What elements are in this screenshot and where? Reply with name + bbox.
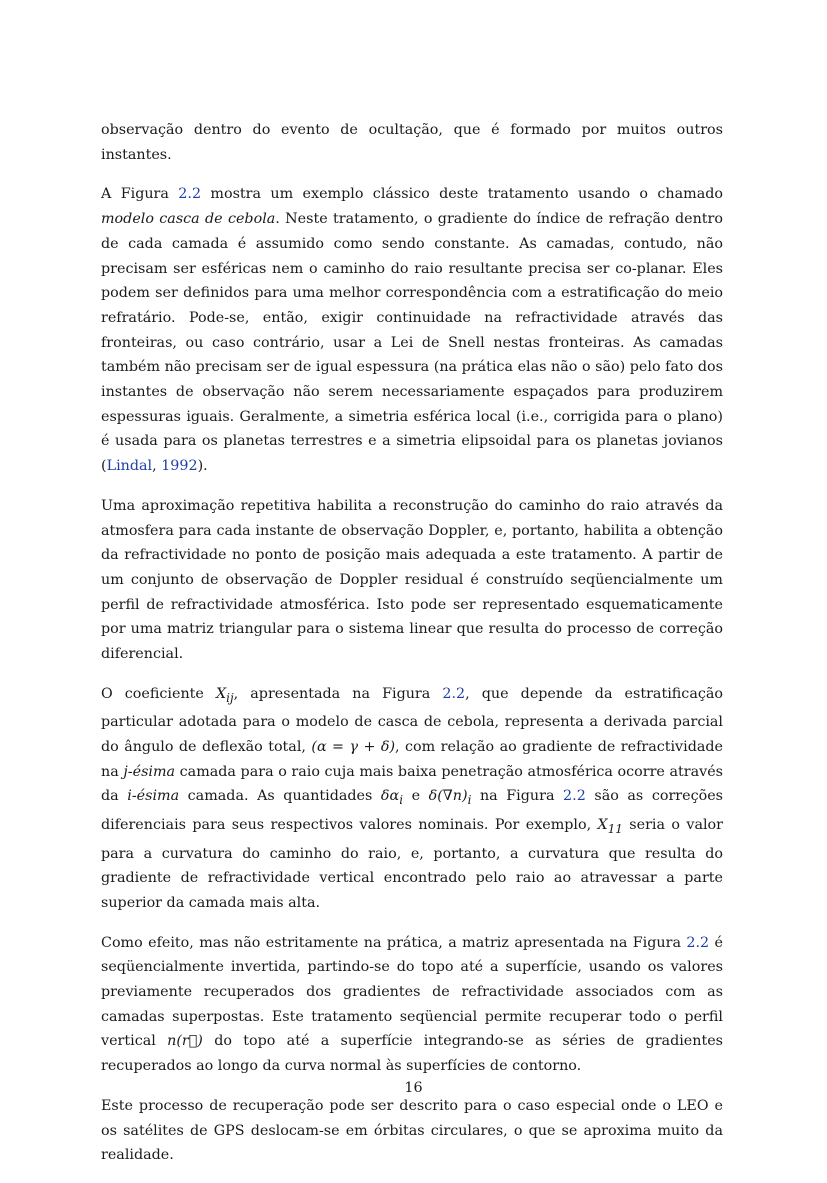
math-subscript: i: [467, 793, 472, 808]
paragraph-text: Uma aproximação repetitiva habilita a reconstrução do caminho do raio através da atmosfera para cada instante de observação Doppler, e, portanto, habilita a obtenção da refractividade no ponto de posição mais adequada a este tratamento. A partir de um conjunto de observação de Doppler residual é construído seqüencialmente um perfil de refractividade atmosférica. Isto pode ser representado esquematicamente por uma matriz triangular para o sistema linear que resulta do processo de correção diferencial.: [101, 497, 723, 663]
paragraph-2: [101, 182, 723, 478]
math-symbol: X: [597, 817, 608, 833]
text-run: camada. As quantidades: [179, 788, 381, 805]
paragraph-4: [101, 682, 723, 916]
text-run: é seqüencialmente invertida, partindo-se do topo até a superfície, usando os valores previamente recuperados dos gradientes de refractividade associados com as camadas superpostas. Este tratamento seqüencial permite recuperar todo o perfil vertical: [101, 934, 724, 1050]
paragraph-1: [101, 118, 723, 167]
page-number: 16: [404, 1080, 423, 1096]
math-expression: (α = γ + δ): [311, 739, 396, 756]
paragraph-3: [101, 494, 723, 667]
paragraph-text: observação dentro do evento de ocultação, que é formado por muitos outros instantes.: [101, 122, 723, 163]
text-run: ,: [152, 458, 162, 475]
math-subscript: ij: [226, 690, 234, 705]
text-run: do topo até a superfície integrando-se as séries de gradientes recuperados ao longo da curva normal às superfícies de contorno.: [101, 1033, 723, 1075]
text-run: mostra um exemplo clássico deste tratamento usando o chamado: [201, 186, 723, 203]
figure-reference-link[interactable]: 2.2: [563, 788, 586, 805]
citation-author-link[interactable]: Lindal: [106, 458, 153, 475]
paragraph-6: [101, 1094, 723, 1168]
math-expression: δ(∇n): [428, 788, 468, 805]
emphasis-text: modelo casca de cebola: [101, 211, 276, 228]
emphasis-text: i-ésima: [127, 788, 180, 805]
paragraph-5: [101, 931, 723, 1079]
text-run: , com relação ao gradiente de refractividade na: [101, 739, 723, 780]
text-run: O coeficiente: [101, 685, 216, 702]
math-symbol: X: [215, 685, 227, 702]
paragraph-text: Este processo de recuperação pode ser descrito para o caso especial onde o LEO e os satélites de GPS deslocam-se em órbitas circulares, o que se aproxima muito da realidade.: [101, 1097, 723, 1164]
page-body: [101, 118, 723, 1183]
text-run: são as correções diferenciais para seus respectivos valores nominais. Por exemplo,: [101, 788, 723, 833]
text-run: e: [403, 788, 429, 805]
math-subscript: i: [399, 793, 403, 808]
figure-reference-link[interactable]: 2.2: [686, 934, 710, 951]
math-expression: n(r⃗): [167, 1033, 203, 1050]
text-run: . Neste tratamento, o gradiente do índice de refração dentro de cada camada é assumido como sendo constante. As camadas, contudo, não precisam ser esféricas nem o caminho do raio resultante precisa ser co-planar. Eles podem ser definidos para uma melhor correspondência com a estratificação do meio refratário. Pode-se, então, exigir continuidade na refractividade através das fronteiras, ou caso contrário, usar a Lei de Snell nestas fronteiras. As camadas também não precisam ser de igual espessura (na prática elas não o são) pelo fato dos instantes de observação não serem necessariamente espaçados para produzirem espessuras iguais. Geralmente, a simetria esférica local (i.e., corrigida para o plano) é usada para os planetas terrestres e a simetria elipsoidal para os planetas jovianos (: [101, 211, 723, 475]
math-subscript: 11: [607, 821, 623, 836]
figure-reference-link[interactable]: 2.2: [442, 685, 466, 702]
figure-reference-link[interactable]: 2.2: [178, 186, 202, 203]
text-run: , que depende da estratificação particular adotada para o modelo de casca de cebola, representa a derivada parcial do ângulo de deflexão total,: [101, 685, 723, 756]
text-run: na Figura: [471, 788, 564, 805]
text-run: , apresentada na Figura: [233, 685, 443, 702]
text-run: camada para o raio cuja mais baixa penetração atmosférica ocorre através da: [101, 763, 723, 805]
text-run: Como efeito, mas não estritamente na prática, a matriz apresentada na Figura: [101, 934, 687, 951]
emphasis-text: j-ésima: [123, 763, 176, 780]
text-run: A Figura: [101, 186, 179, 203]
math-symbol: δα: [380, 788, 400, 805]
text-run: seria o valor para a curvatura do caminho do raio, e, portanto, a curvatura que resulta do gradiente de refractividade vertical encontrado pelo raio ao atravessar a parte superior da camada mais alta.: [101, 817, 723, 911]
citation-year-link[interactable]: 1992: [161, 458, 198, 475]
text-run: ).: [197, 458, 208, 475]
